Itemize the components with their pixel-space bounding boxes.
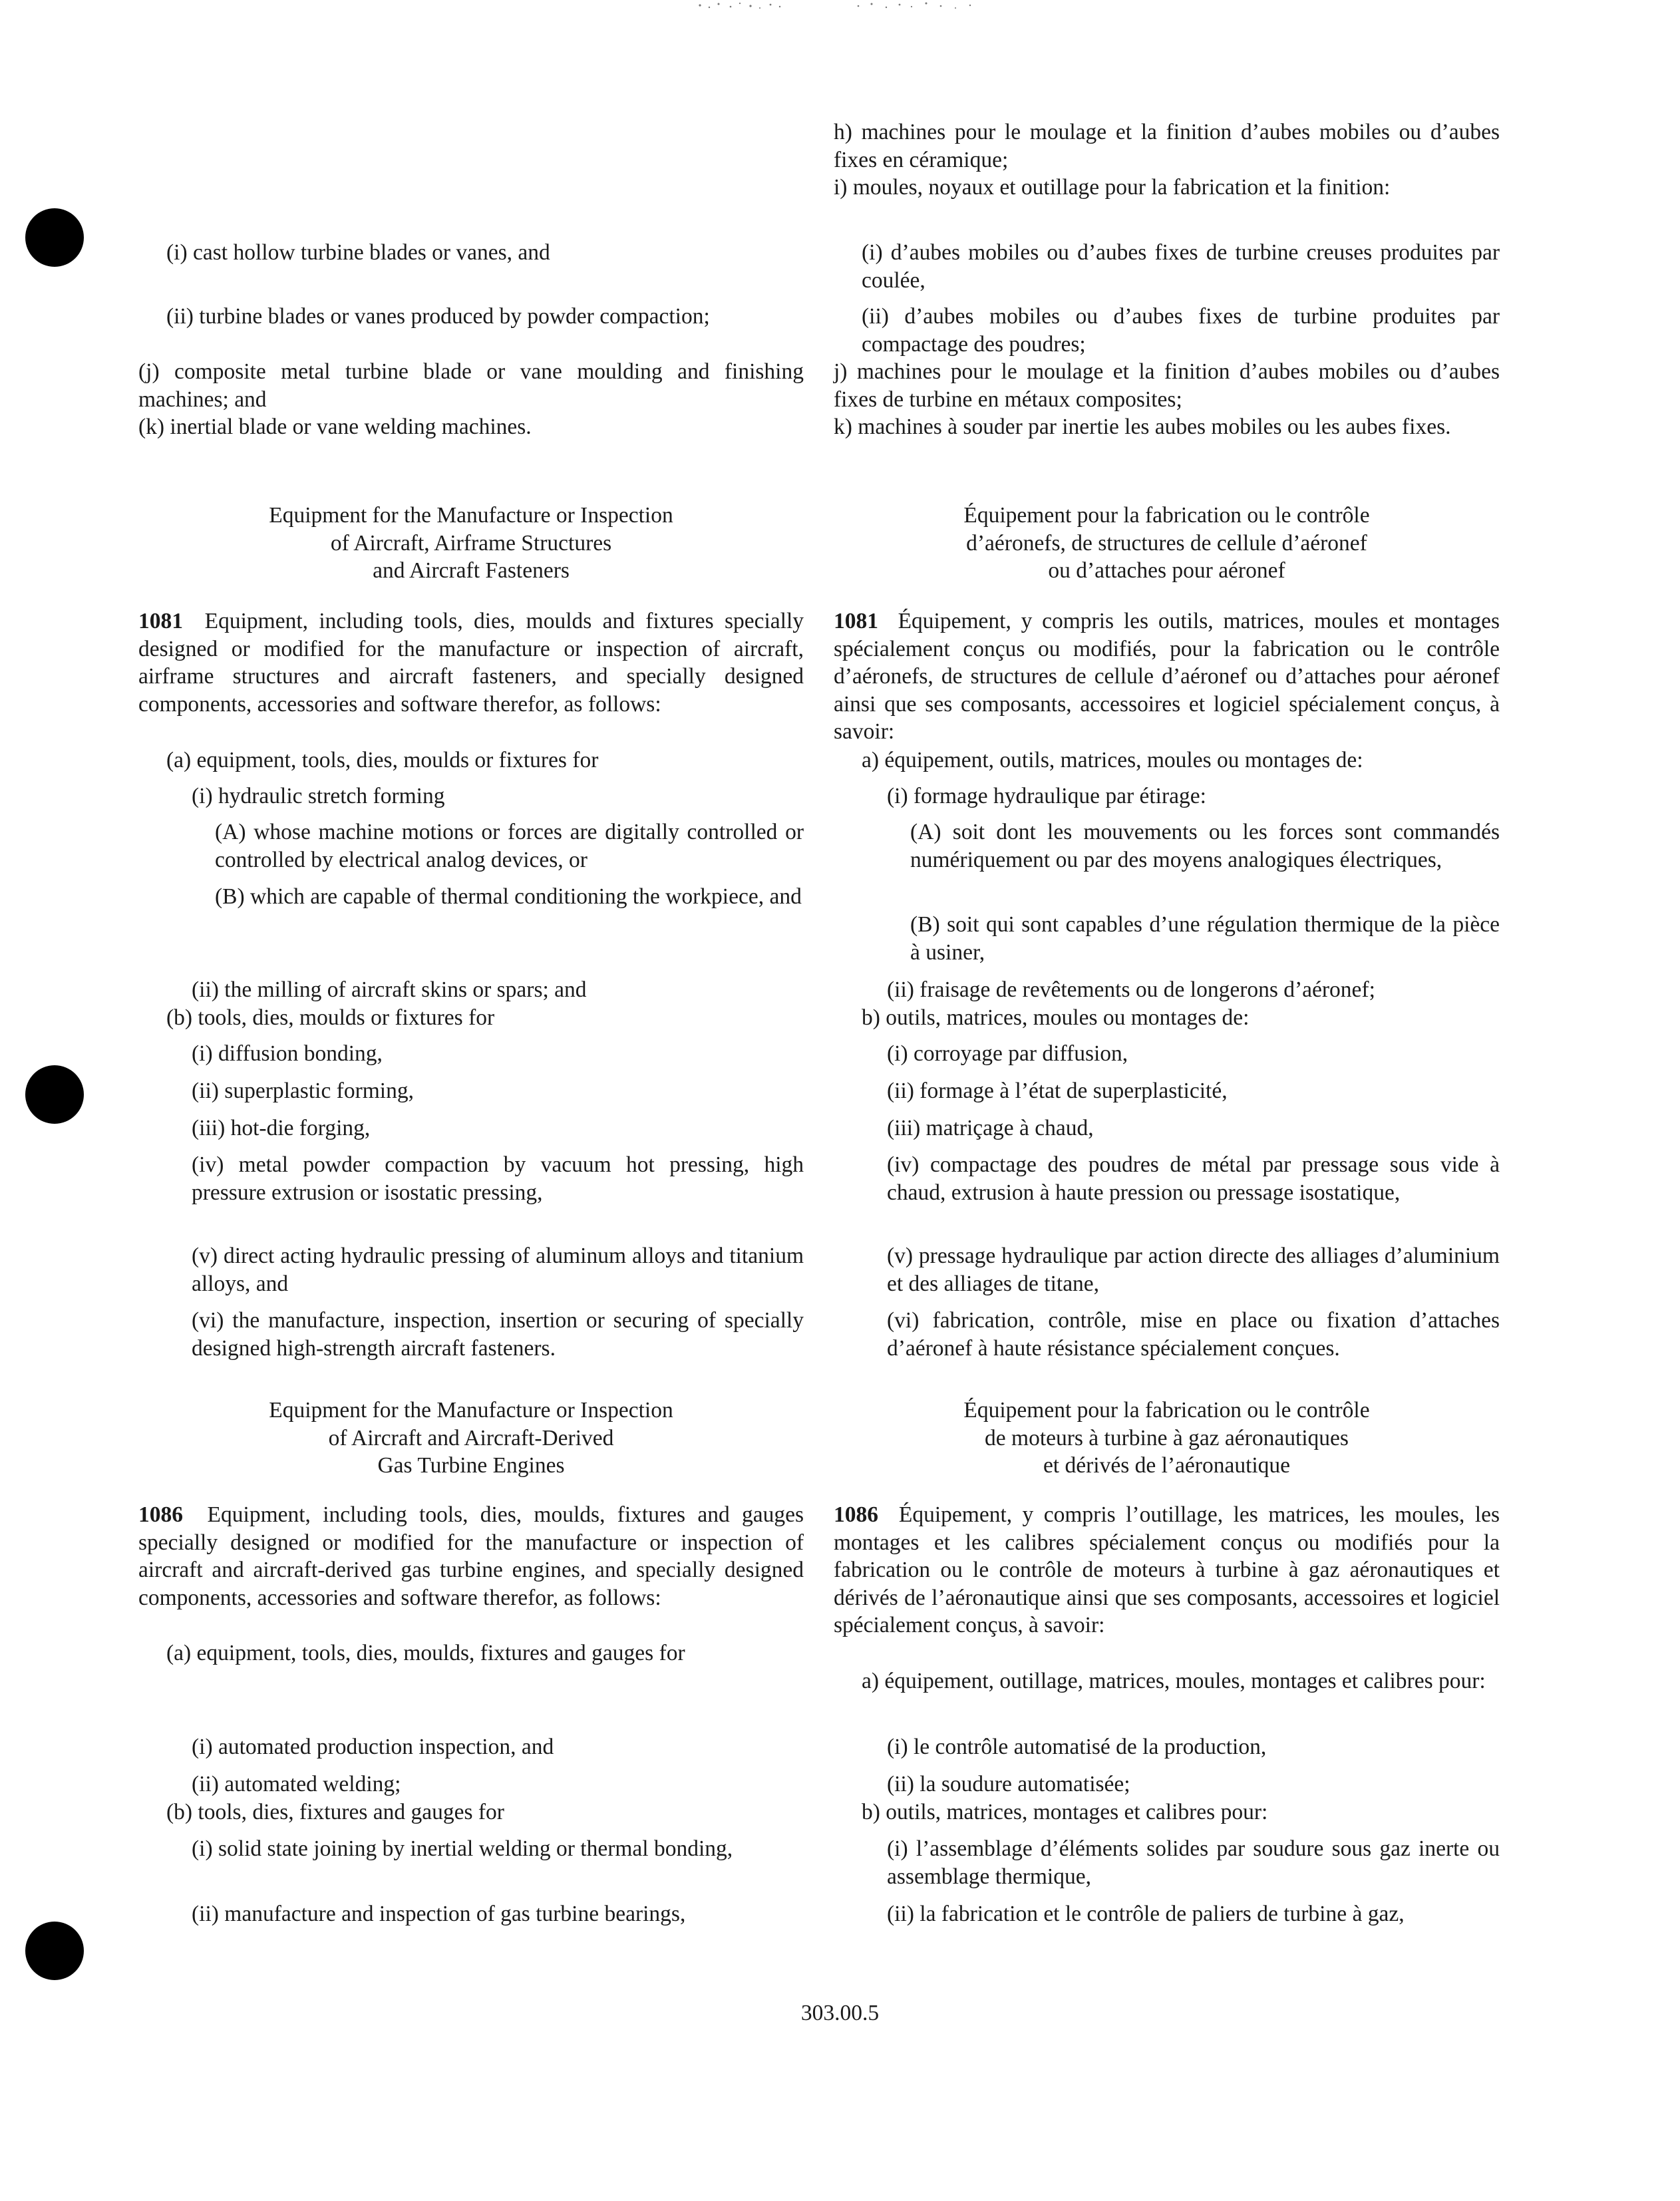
fr-section-1086-number: 1086 [834, 1502, 878, 1527]
fr-1081-a-i: (i) formage hydraulique par étirage: [887, 784, 1206, 808]
binder-hole-middle [25, 1065, 84, 1124]
fr-item-k: k) machines à souder par inertie les aubes mobiles ou les aubes fixes. [834, 415, 1451, 439]
en-1086-b-ii: (ii) manufacture and inspection of gas turbine bearings, [192, 1902, 686, 1926]
fr-item-h: h) machines pour le moulage et la finition d’aubes mobiles ou d’aubes fixes en céramique; [834, 120, 1500, 172]
fr-1081-a: a) équipement, outils, matrices, moules ou montages de: [862, 748, 1363, 772]
en-1081-b-ii: (ii) superplastic forming, [192, 1079, 414, 1103]
fr-heading-1081-line3: ou d’attaches pour aéronef [1048, 558, 1285, 583]
en-1081-a-ii: (ii) the milling of aircraft skins or spars; and [192, 977, 587, 1002]
fr-1086-a: a) équipement, outillage, matrices, moules, montages et calibres pour: [862, 1669, 1486, 1693]
fr-section-1081-number: 1081 [834, 609, 878, 633]
fr-item-i: i) moules, noyaux et outillage pour la fabrication et la finition: [834, 175, 1391, 200]
en-item-j: (j) composite metal turbine blade or vane moulding and finishing machines; and [138, 359, 804, 412]
fr-item-i-i: (i) d’aubes mobiles ou d’aubes fixes de turbine creuses produites par coulée, [862, 240, 1500, 293]
en-heading-1086-line2: of Aircraft and Aircraft-Derived [328, 1425, 614, 1450]
en-heading-1081-line3: and Aircraft Fasteners [373, 558, 570, 583]
page-number: 303.00.5 [800, 2001, 880, 2025]
fr-heading-1086-line3: et dérivés de l’aéronautique [1043, 1453, 1291, 1478]
en-section-1081-text: Equipment, including tools, dies, moulds and fixtures specially designed or modified for the manufacture or inspection of aircraft, airframe structures and aircraft fasteners, and specially designed components, accessories and software therefor, as follows: [138, 609, 804, 717]
fr-heading-1086-line2: de moteurs à turbine à gaz aéronautiques [985, 1425, 1349, 1450]
binder-hole-bottom [25, 1922, 84, 1980]
fr-heading-1081-line1: Équipement pour la fabrication ou le contrôle [963, 503, 1370, 528]
en-1086-a-ii: (ii) automated welding; [192, 1772, 401, 1796]
fr-1081-a-i-A: (A) soit dont les mouvements ou les forces sont commandés numériquement ou par des moyens analogiques électriques, [910, 820, 1500, 872]
fr-1081-b-iv: (iv) compactage des poudres de métal par pressage sous vide à chaud, extrusion à haute pression ou pressage isostatique, [887, 1152, 1500, 1205]
en-heading-1081 [138, 502, 804, 585]
fr-1081-b-ii: (ii) formage à l’état de superplasticité, [887, 1079, 1228, 1103]
fr-heading-1086 [834, 1397, 1500, 1480]
fr-section-1081 [834, 607, 1500, 746]
en-section-1086-number: 1086 [138, 1502, 183, 1527]
en-1081-a-i: (i) hydraulic stretch forming [192, 784, 445, 808]
en-heading-1081-line2: of Aircraft, Airframe Structures [330, 530, 612, 556]
en-1086-b: (b) tools, dies, fixtures and gauges for [166, 1800, 504, 1824]
fr-1081-a-ii: (ii) fraisage de revêtements ou de longerons d’aéronef; [887, 977, 1375, 1002]
en-1081-a: (a) equipment, tools, dies, moulds or fixtures for [166, 748, 599, 772]
en-1081-b-iv: (iv) metal powder compaction by vacuum hot pressing, high pressure extrusion or isostatic pressing, [192, 1152, 804, 1205]
en-heading-1086-line3: Gas Turbine Engines [377, 1453, 565, 1478]
en-section-1086-text: Equipment, including tools, dies, moulds, fixtures and gauges specially designed or modified for the manufacture or inspection of aircraft and aircraft-derived gas turbine engines, and specially designed components, accessories and software therefor, as follows: [138, 1502, 804, 1610]
en-1081-b-v: (v) direct acting hydraulic pressing of aluminum alloys and titanium alloys, and [192, 1244, 804, 1296]
fr-1081-b-iii: (iii) matriçage à chaud, [887, 1116, 1094, 1140]
binder-hole-top [25, 208, 84, 267]
en-1081-a-i-A: (A) whose machine motions or forces are digitally controlled or controlled by electrical analog devices, or [215, 820, 804, 872]
fr-item-j: j) machines pour le moulage et la finition d’aubes mobiles ou d’aubes fixes de turbine en métaux composites; [834, 359, 1500, 412]
fr-1081-b-vi: (vi) fabrication, contrôle, mise en place ou fixation d’attaches d’aéronef à haute résistance spécialement conçues. [887, 1308, 1500, 1361]
fr-item-i-ii: (ii) d’aubes mobiles ou d’aubes fixes de turbine produites par compactage des poudres; [862, 304, 1500, 357]
fr-1081-a-i-B: (B) soit qui sont capables d’une régulation thermique de la pièce à usiner, [910, 912, 1500, 965]
fr-1081-b: b) outils, matrices, moules ou montages de: [862, 1005, 1250, 1030]
en-1081-a-i-B: (B) which are capable of thermal conditioning the workpiece, and [215, 884, 802, 909]
en-1081-b-vi: (vi) the manufacture, inspection, insertion or securing of specially designed high-strength aircraft fasteners. [192, 1308, 804, 1361]
fr-1086-a-ii: (ii) la soudure automatisée; [887, 1772, 1130, 1796]
fr-1086-a-i: (i) le contrôle automatisé de la production, [887, 1735, 1267, 1759]
en-1081-b-iii: (iii) hot-die forging, [192, 1116, 371, 1140]
fr-heading-1081-line2: d’aéronefs, de structures de cellule d’aéronef [966, 530, 1367, 556]
fr-section-1086-text: Équipement, y compris l’outillage, les matrices, les moules, les montages et les calibres spécialement conçus ou modifiés pour la fabrication ou le contrôle de moteurs à turbine à gaz aéronautiques et dérivés de l’aéronautique ainsi que ses composants, accessoires et logiciel spécialement conçus, à savoir: [834, 1502, 1500, 1637]
en-1081-b: (b) tools, dies, moulds or fixtures for [166, 1005, 495, 1030]
fr-section-1086 [834, 1501, 1500, 1639]
en-item-ii-powder: (ii) turbine blades or vanes produced by powder compaction; [166, 304, 710, 329]
fr-heading-1081 [834, 502, 1500, 585]
fr-1086-b-ii: (ii) la fabrication et le contrôle de paliers de turbine à gaz, [887, 1902, 1405, 1926]
en-section-1081-number: 1081 [138, 609, 183, 633]
en-heading-1086-line1: Equipment for the Manufacture or Inspection [269, 1398, 673, 1423]
fr-1086-b: b) outils, matrices, montages et calibres pour: [862, 1800, 1268, 1824]
en-item-k: (k) inertial blade or vane welding machines. [138, 415, 532, 439]
en-1086-b-i: (i) solid state joining by inertial welding or thermal bonding, [192, 1836, 733, 1861]
en-section-1086 [138, 1501, 804, 1611]
fr-1086-b-i: (i) l’assemblage d’éléments solides par soudure sous gaz inerte ou assemblage thermique, [887, 1836, 1500, 1889]
fr-1081-b-i: (i) corroyage par diffusion, [887, 1041, 1128, 1066]
en-1086-a-i: (i) automated production inspection, and [192, 1735, 554, 1759]
fr-heading-1086-line1: Équipement pour la fabrication ou le contrôle [963, 1398, 1370, 1423]
en-item-i-cast-hollow: (i) cast hollow turbine blades or vanes, and [166, 240, 550, 265]
en-1081-b-i: (i) diffusion bonding, [192, 1041, 383, 1066]
en-1086-a: (a) equipment, tools, dies, moulds, fixtures and gauges for [166, 1641, 685, 1665]
scan-noise [692, 0, 1011, 15]
en-section-1081 [138, 607, 804, 718]
en-heading-1081-line1: Equipment for the Manufacture or Inspection [269, 503, 673, 528]
en-heading-1086 [138, 1397, 804, 1480]
fr-1081-b-v: (v) pressage hydraulique par action directe des alliages d’aluminium et des alliages de titane, [887, 1244, 1500, 1296]
fr-section-1081-text: Équipement, y compris les outils, matrices, moules et montages spécialement conçus ou modifiés, pour la fabrication ou le contrôle d’aéronefs, de structures de cellule d’aéronef ou d’attaches pour aéronef ainsi que ses composants, accessoires et logiciel spécialement conçus, à savoir: [834, 609, 1500, 744]
